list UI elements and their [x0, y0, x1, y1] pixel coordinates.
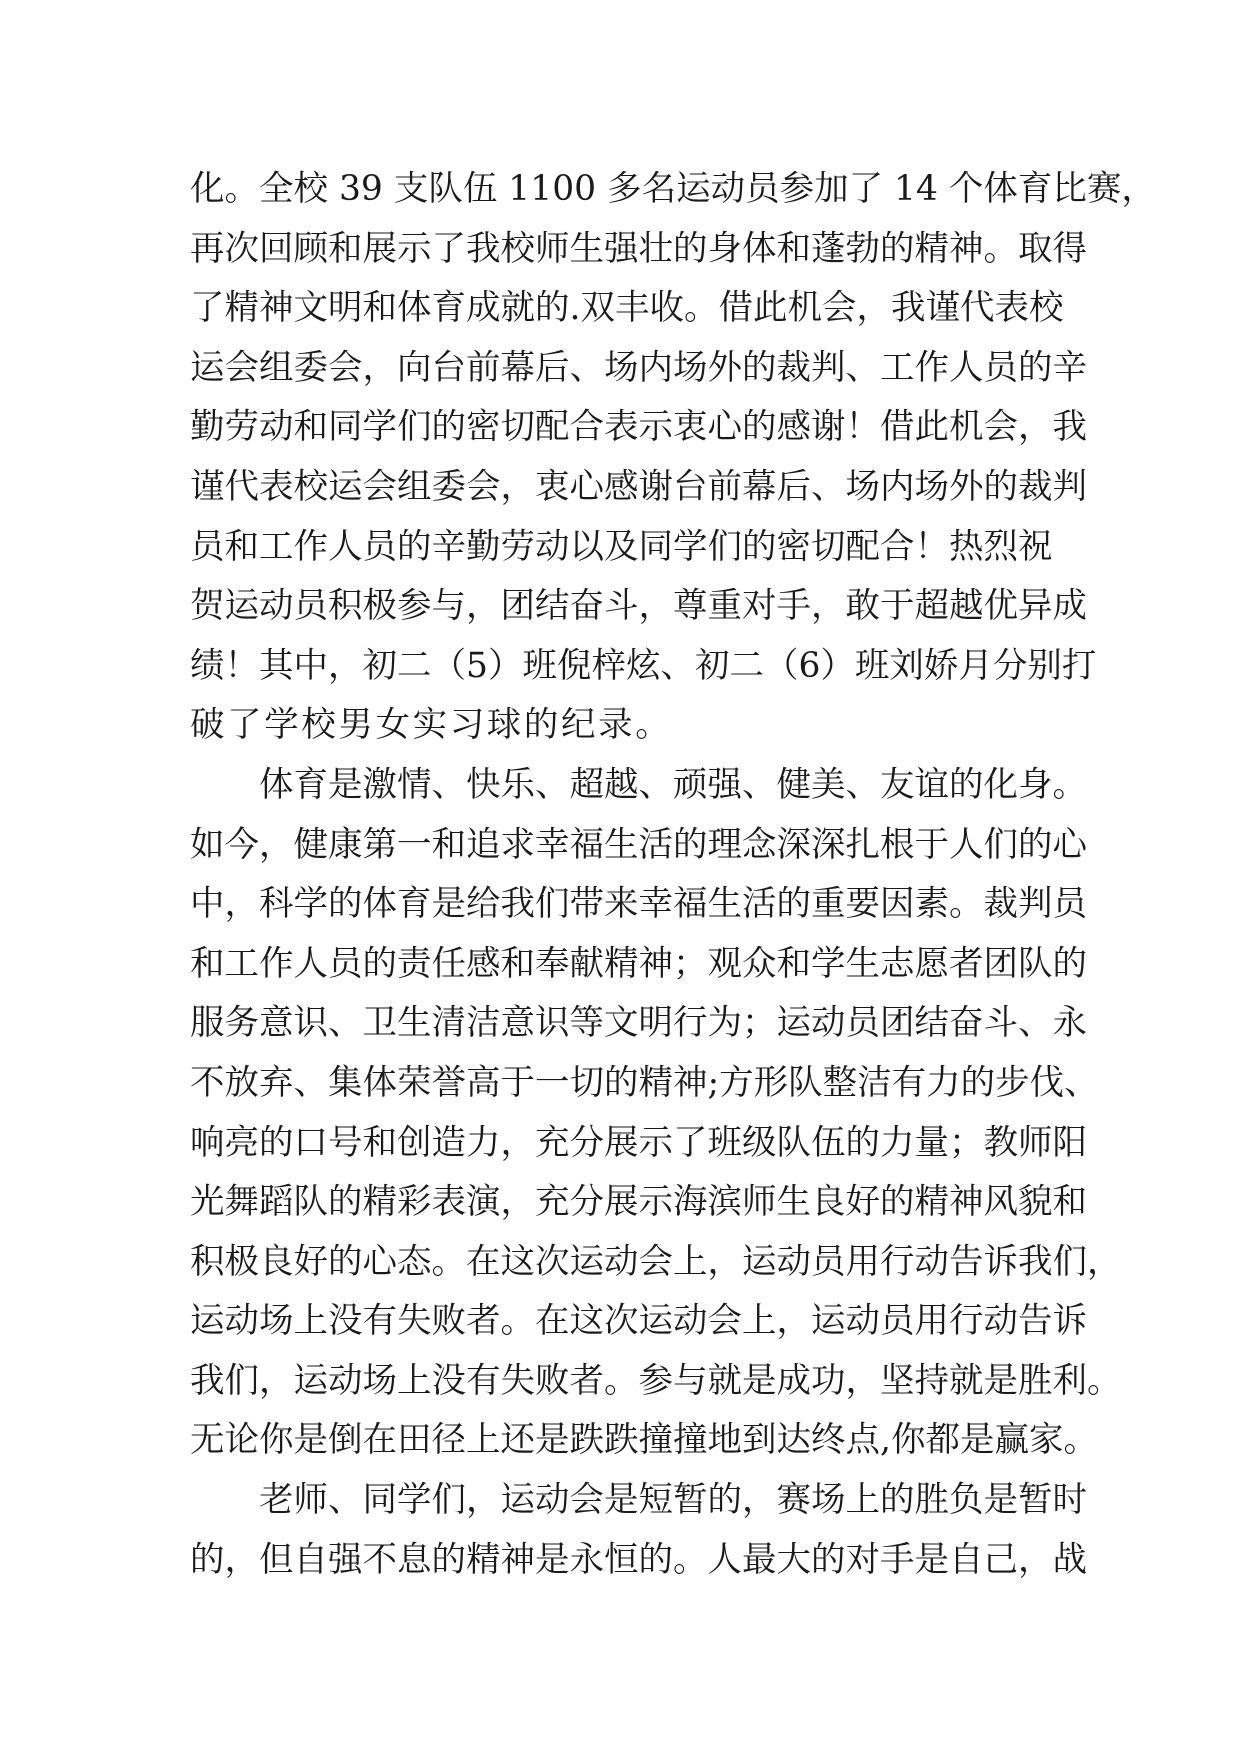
- text-line: 无论你是倒在田径上还是跌跌撞撞地到达终点,你都是赢家。: [190, 1420, 1098, 1461]
- text-line: 再次回顾和展示了我校师生强壮的身体和蓬勃的精神。取得: [190, 228, 1087, 269]
- text-line: 了精神文明和体育成就的.双丰收。借此机会，我谨代表校: [190, 288, 1064, 329]
- text-line: 的，但自强不息的精神是永恒的。人最大的对手是自己，战: [190, 1539, 1087, 1580]
- text-line: 员和工作人员的辛勤劳动以及同学们的密切配合！热烈祝: [190, 526, 1053, 567]
- text-line: 运动场上没有失败者。在这次运动会上，运动员用行动告诉: [190, 1301, 1087, 1342]
- text-line: 谨代表校运会组委会，衷心感谢台前幕后、场内场外的裁判: [190, 466, 1087, 507]
- text-line: 不放弃、集体荣誉高于一切的精神;方形队整洁有力的步伐、: [190, 1062, 1099, 1103]
- text-line: 服务意识、卫生清洁意识等文明行为；运动员团结奋斗、永: [190, 1003, 1087, 1044]
- text-line: 响亮的口号和创造力，充分展示了班级队伍的力量；教师阳: [190, 1122, 1087, 1163]
- text-line: 破了学校男女实习球的纪录。: [190, 705, 673, 746]
- text-line: 光舞蹈队的精彩表演，充分展示海滨师生良好的精神风貌和: [190, 1182, 1087, 1223]
- paragraph-first-line: 老师、同学们，运动会是短暂的，赛场上的胜负是暂时: [259, 1480, 1087, 1521]
- document-body: [190, 160, 1156, 1590]
- text-line: 贺运动员积极参与，团结奋斗，尊重对手，敢于超越优异成: [190, 586, 1087, 627]
- text-line: 和工作人员的责任感和奉献精神；观众和学生志愿者团队的: [190, 943, 1087, 984]
- paragraph-first-line: 体育是激情、快乐、超越、顽强、健美、友谊的化身。: [259, 764, 1087, 805]
- text-line: 运会组委会，向台前幕后、场内场外的裁判、工作人员的辛: [190, 347, 1087, 388]
- text-line: 如今，健康第一和追求幸福生活的理念深深扎根于人们的心: [190, 824, 1087, 865]
- text-line: 中，科学的体育是给我们带来幸福生活的重要因素。裁判员: [190, 884, 1087, 925]
- text-line: 化。全校 39 支队伍 1100 多名运动员参加了 14 个体育比赛，: [190, 169, 1156, 209]
- text-line: 勤劳动和同学们的密切配合表示衷心的感谢！借此机会，我: [190, 407, 1087, 448]
- text-line: 绩！其中，初二（5）班倪梓炫、初二（6）班刘娇月分别打: [190, 645, 1097, 686]
- text-line: 积极良好的心态。在这次运动会上，运动员用行动告诉我们，: [190, 1241, 1122, 1282]
- text-line: 我们，运动场上没有失败者。参与就是成功，坚持就是胜利。: [190, 1360, 1122, 1401]
